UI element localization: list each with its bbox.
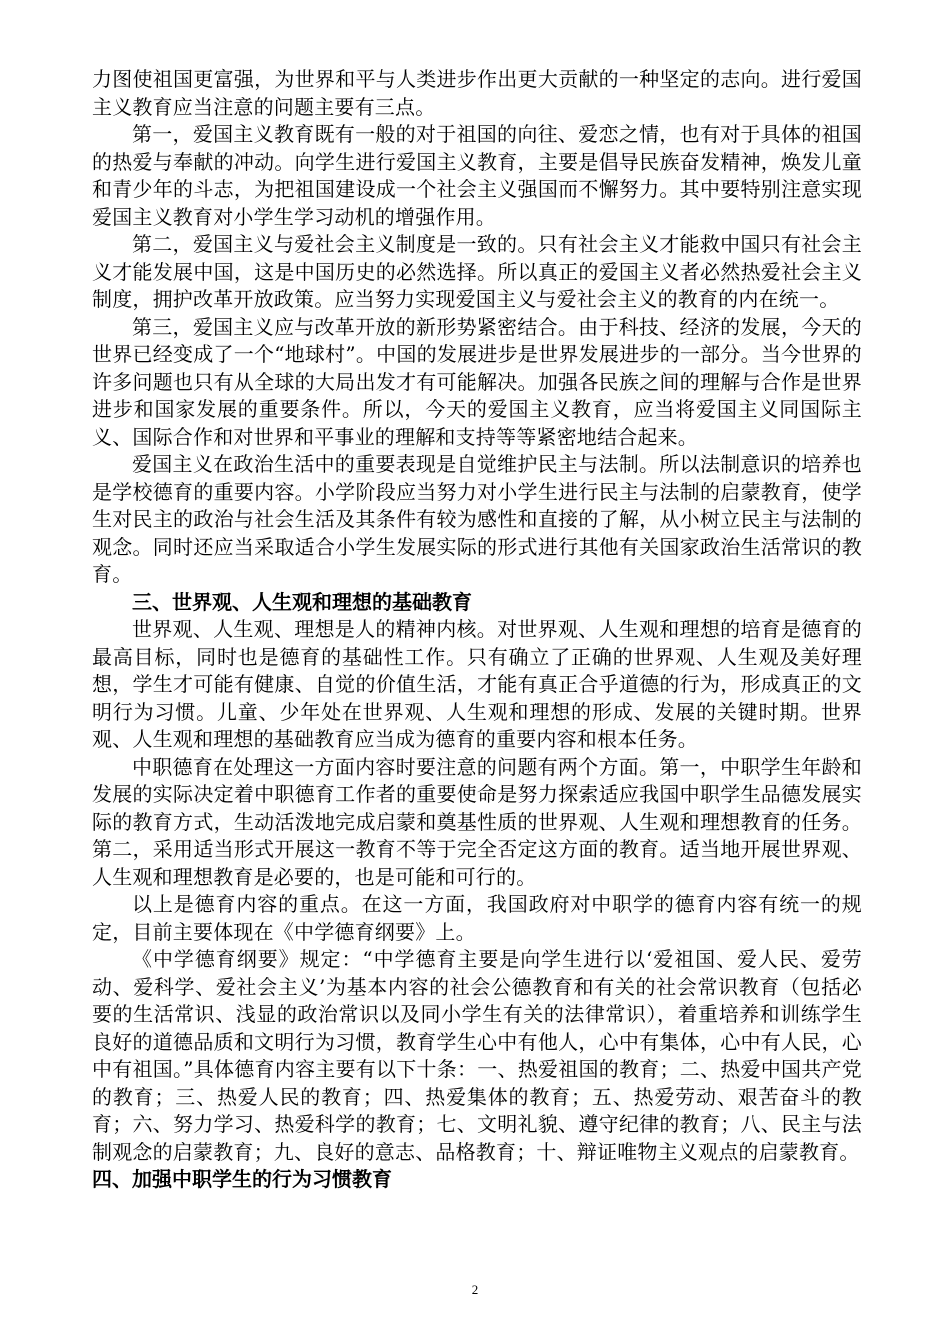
- paragraph-third-point: 第三，爱国主义应与改革开放的新形势紧密结合。由于科技、经济的发展，今天的世界已经变成了一个“地球村”。中国的发展进步是世界发展进步的一部分。当今世界的许多问题也只有从全球的大局出发才有可能解决。加强各民族之间的理解与合作是世界进步和国家发展的重要条件。所以，今天的爱国主义教育，应当将爱国主义同国际主义、国际合作和对世界和平事业的理解和支持等等紧密地结合起来。: [92, 314, 862, 449]
- page-number: 2: [471, 1282, 479, 1297]
- document-page: [92, 66, 862, 1194]
- section-heading-3: 三、世界观、人生观和理想的基础教育: [132, 589, 472, 614]
- paragraph-second-point: 第二，爱国主义与爱社会主义制度是一致的。只有社会主义才能救中国只有社会主义才能发展中国，这是中国历史的必然选择。所以真正的爱国主义者必然热爱社会主义制度，拥护改革开放政策。应当努力实现爱国主义与爱社会主义的教育的内在统一。: [92, 232, 862, 311]
- section-heading-4: 四、加强中职学生的行为习惯教育: [92, 1167, 392, 1191]
- paragraph-key-content: 以上是德育内容的重点。在这一方面，我国政府对中职学的德育内容有统一的规定，目前主要体现在《中学德育纲要》上。: [92, 892, 862, 944]
- paragraph-two-aspects: 中职德育在处理这一方面内容时要注意的问题有两个方面。第一，中职学生年龄和发展的实际决定着中职德育工作者的重要使命是努力探索适应我国中职学生品德发展实际的教育方式，生动活泼地完成启蒙和奠基性质的世界观、人生观和理想教育的任务。第二，采用适当形式开展这一教育不等于完全否定这方面的教育。适当地开展世界观、人生观和理想教育是必要的，也是可能和可行的。: [92, 754, 862, 889]
- paragraph-continued: 力图使祖国更富强，为世界和平与人类进步作出更大贡献的一种坚定的志向。进行爱国主义教育应当注意的问题主要有三点。: [92, 67, 862, 119]
- paragraph-democracy-law: 爱国主义在政治生活中的重要表现是自觉维护民主与法制。所以法制意识的培养也是学校德育的重要内容。小学阶段应当努力对小学生进行民主与法制的启蒙教育，使学生对民主的政治与社会生活及其条件有较为感性和直接的了解，从小树立民主与法制的观念。同时还应当采取适合小学生发展实际的形式进行其他有关国家政治生活常识的教育。: [92, 452, 862, 586]
- paragraph-outline: 《中学德育纲要》规定：“中学德育主要是向学生进行以‘爱祖国、爱人民、爱劳动、爱科学、爱社会主义’为基本内容的社会公德教育和有关的社会常识教育（包括必要的生活常识、浅显的政治常识以及同小学生有关的法律常识），着重培养和训练学生良好的道德品质和文明行为习惯，教育学生心中有他人，心中有集体，心中有人民，心中有祖国。”具体德育内容主要有以下十条：一、热爱祖国的教育；二、热爱中国共产党的教育；三、热爱人民的教育；四、热爱集体的教育；五、热爱劳动、艰苦奋斗的教育；六、努力学习、热爱科学的教育；七、文明礼貌、遵守纪律的教育；八、民主与法制观念的启蒙教育；九、良好的意志、品格教育；十、辩证唯物主义观点的启蒙教育。: [92, 947, 862, 1164]
- paragraph-first-point: 第一，爱国主义教育既有一般的对于祖国的向往、爱恋之情，也有对于具体的祖国的热爱与奉献的冲动。向学生进行爱国主义教育，主要是倡导民族奋发精神，焕发儿童和青少年的斗志，为把祖国建设成一个社会主义强国而不懈努力。其中要特别注意实现爱国主义教育对小学生学习动机的增强作用。: [92, 122, 862, 229]
- paragraph-worldview: 世界观、人生观、理想是人的精神内核。对世界观、人生观和理想的培育是德育的最高目标，同时也是德育的基础性工作。只有确立了正确的世界观、人生观及美好理想，学生才可能有健康、自觉的价值生活，才能有真正合乎道德的行为，形成真正的文明行为习惯。儿童、少年处在世界观、人生观和理想的形成、发展的关键时期。世界观、人生观和理想的基础教育应当成为德育的重要内容和根本任务。: [92, 617, 862, 751]
